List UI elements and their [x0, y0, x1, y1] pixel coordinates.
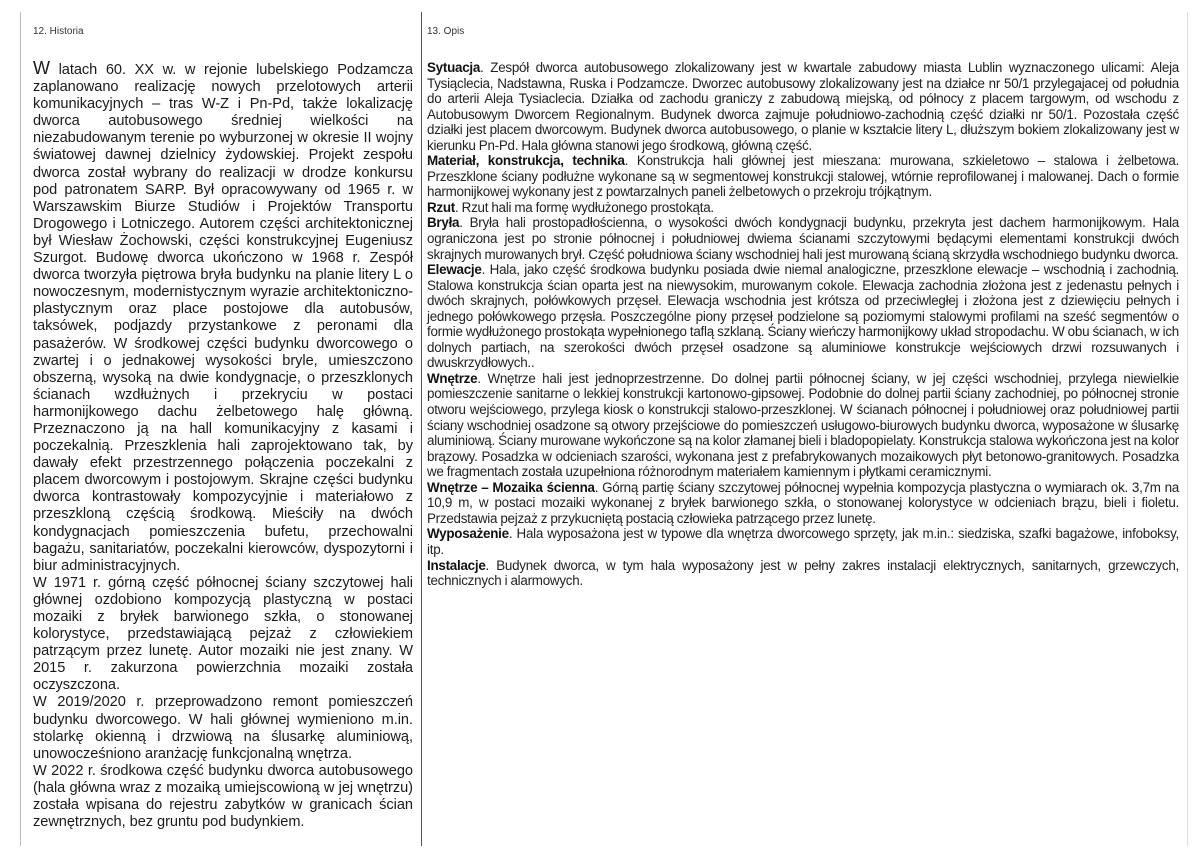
section-text: . Górną partię ściany szczytowej północnej wypełnia kompozycja plastyczna o wymiarach ok. 3,7m na 10,9 m, w postaci mozaiki wykonanej z bryłek barwionego szkła, o stonowanej kolorystyce w odcieniach brązu, bieli i fioletu. Przedstawia pejzaż z przykucniętą postacią człowieka patrzącego przez lunetę. [427, 479, 1179, 526]
section-title: Rzut [427, 199, 456, 215]
section-title: Bryła [427, 215, 460, 231]
history-section [33, 26, 413, 831]
description-body [427, 60, 1179, 589]
section-text: . Rzut hali ma formę wydłużonego prostokąta. [455, 199, 714, 215]
description-paragraph-installations [427, 558, 1179, 589]
history-body [33, 60, 413, 831]
section-title: Elewacje [427, 262, 482, 278]
section-text: . Hala, jako część środkowa budynku posiada dwie niemal analogiczne, przeszklone elewacje – wschodnią i zachodnią. Stalowa konstrukcja ścian oparta jest na niewysokim, murowanym cokole. Elewacja zachodnia złożona jest z jedenastu pełnych i dwóch skrajnych, połówkowych przęseł. Elewacja wschodnia jest krótsza od przeciwległej i złożona jest z dziewięciu pełnych i jednego połówkowego przęsła. Poszczególne piony przęseł podzielone są poziomymi stalowymi profilami na sześć segmentów o formie wydłużonego prostokąta wypełnionego taflą szklaną. Ściany wieńczy harmonijkowy układ stropodachu. W obu ścianach, w ich dolnych partiach, na szerokości dwóch przęseł osadzone są aluminiowe konstrukcje wejściowych drzwi rozsuwanych i dwuskrzydłowych.. [427, 262, 1179, 371]
section-title: Sytuacja [427, 60, 481, 75]
description-paragraph-plan [427, 200, 1179, 216]
section-text: . Konstrukcja hali głównej jest mieszana: murowana, szkieletowo – stalowa i żelbetowa. Przeszklone ściany podłużne wykonane są w segmentowej konstrukcji stalowej, wtórnie reprofilowanej i malowanej. Dach o formie harmonijkowej wykonany jest z powtarzalnych paneli żelbetowych o przekroju trójkątnym. [427, 153, 1179, 200]
section-text: . Hala wyposażona jest w typowe dla wnętrza dworcowego sprzęty, jak m.in.: siedziska, szafki bagażowe, infoboksy, itp. [427, 526, 1179, 557]
column-divider [421, 12, 422, 846]
section-text: . Wnętrze hali jest jednoprzestrzenne. Do dolnej partii północnej ściany, w jej części wschodniej, przylega niewielkie pomieszczenie sanitarne o lekkiej konstrukcji kartonowo-gipsowej. Podobnie do dolnej partii ściany zachodniej, po północnej stronie otworu wejściowego, przylega kiosk o konstrukcji stalowo-przeszklonej. W ścianach północnej i południowej oraz południowej partii ściany wschodniej osadzone są otwory przejściowe do pomieszczeń usługowo-biurowych budynku dworca, wyposażone w ślusarkę aluminiową. Ściany murowane wykończone są na kolor złamanej bieli i bladopopielaty. Konstrukcja stalowa wykończona jest na kolor brązowy. Posadzka w odcieniach szarości, wykonana jest z prefabrykowanych mozaikowych płyt betonowo-granitowych. Posadzka we fragmentach została uzupełniona różnorodnym materiałem kamiennym i płytkami ceramicznymi. [427, 370, 1179, 480]
description-paragraph-elevations [427, 262, 1179, 371]
history-paragraph: W 2019/2020 r. przeprowadzono remont pomieszczeń budynku dworcowego. W hali głównej wymieniono m.in. stolarkę okienną i drzwiową na ślusarkę aluminiową, unowocześniono aranżację funkcjonalną wnętrza. [33, 694, 413, 762]
description-paragraph-equipment [427, 526, 1179, 557]
section-text: . Zespół dworca autobusowego zlokalizowany jest w kwartale zabudowy miasta Lublin wyznaczonego ulicami: Aleja Tysiąclecia, Nadstawna, Ruska i Podzamcze. Dworzec autobusowy zlokalizowany jest na działce nr 50/1 przylegajacej od południa do arterii Aleja Tysiaclecia. Działka od zachodu graniczy z zabudową miejską, od północy z placem targowym, od wschodu z Autobusowym Dworcem Regionalnym. Budynek dworca zajmuje południowo-zachodnią część działki nr 50/1. Pozostała część działki jest placem dworcowym. Budynek dworca autobusowego, o planie w kształcie litery L, dłuższym bokiem zlokalizowany jest w kierunku Pn-Pd. Hala główna stanowi jego środkową, główną część. [427, 60, 1179, 153]
description-paragraph-interior [427, 371, 1179, 480]
document-page [20, 12, 1188, 846]
history-paragraph: W latach 60. XX w. w rejonie lubelskiego Podzamcza zaplanowano realizację nowych przelotowych arterii komunikacyjnych – tras W-Z i Pn-Pd, także lokalizację dworca autobusowego średniej wielkości na niezabudowanym terenie po wyburzonej w okresie II wojny światowej dawnej dzielnicy żydowskiej. Projekt zespołu dworca został wybrany do realizacji w drodze konkursu pod patronatem SARP. Był opracowywany od 1965 r. w Warszawskim Biurze Studiów i Projektów Transportu Drogowego i Lotniczego. Autorem części architektonicznej był Wiesław Żochowski, części konstrukcyjnej Eugeniusz Szurgot. Budowę dworca ukończono w 1968 r. Zespół dworca tworzyła piętrowa bryła budynku na planie litery L o nowoczesnym, modernistycznym wyrazie architektoniczno-plastycznym oraz place postojowe dla autobusów, taksówek, podjazdy przystankowe z peronami dla pasażerów. W środkowej części budynku dworcowego o zwartej i o jednakowej wysokości bryle, umieszczono obszerną, wysoką na dwie kondygnacje, o przeszklonych ścianach wzdłużnych i przekryciu w postaci harmonijkowego dachu żelbetowego halę główną. Przeznaczono ją na hall komunikacyjny z kasami i poczekalnią. Przeszklenia hali zaprojektowano tak, by dawały efekt przestrzennego połączenia poczekalni z placem dworcowym i postojowym. Skrajne części budynku dworca kontrastowały kompozycyjnie i materiałowo z przeszkloną częścią środkową. Mieściły na dwóch kondygnacjach pomieszczenia bufetu, przechowalni bagażu, sanitariatów, poczekalni kierowców, dyspozytorni i biur administracyjnych. [33, 58, 413, 574]
section-title: Wnętrze – Mozaika ścienna [427, 479, 595, 495]
description-paragraph-mosaic [427, 480, 1179, 527]
description-paragraph-massing [427, 215, 1179, 262]
history-paragraph: W 2022 r. środkowa część budynku dworca autobusowego (hala główna wraz z mozaiką umiejscowioną w jej wnętrzu) została wpisana do rejestru zabytków w granicach ścian zewnętrznych, bez gruntu pod budynkiem. [33, 762, 413, 831]
section-title: Materiał, konstrukcja, technika [427, 153, 625, 169]
history-paragraph: W 1971 r. górną część północnej ściany szczytowej hali głównej ozdobiono kompozycją plastyczną w postaci mozaiki z bryłek barwionego szkła, o stonowanej kolorystyce, przedstawiającą pejzaż z człowiekiem patrzącym przez lunetę. Autor mozaiki nie jest znany. W 2015 r. zakurzona powierzchnia mozaiki została oczyszczona. [33, 574, 413, 694]
section-title: Wnętrze [427, 370, 478, 386]
description-heading: 13. Opis [427, 26, 465, 37]
section-text: . Bryła hali prostopadłościenna, o wysokości dwóch kondygnacji budynku, przekryta jest dachem harmonijkowym. Hala ograniczona jest po stronie północnej i południowej dwiema ścianami szczytowymi będącymi elementami konstrukcji dwóch skrajnych murowanych brył. Część południowa ściany wschodniej hali jest murowaną ścianą skrzydła wschodniego budynku dworca. [427, 215, 1179, 262]
section-title: Wyposażenie [427, 526, 509, 542]
description-paragraph-situation [427, 60, 1179, 153]
section-text: . Budynek dworca, w tym hala wyposażony jest w pełny zakres instalacji elektrycznych, sanitarnych, grzewczych, technicznych i alarmowych. [427, 557, 1179, 589]
description-section [427, 26, 1179, 589]
history-heading: 12. Historia [33, 26, 84, 37]
section-title: Instalacje [427, 557, 486, 573]
description-paragraph-material [427, 153, 1179, 200]
